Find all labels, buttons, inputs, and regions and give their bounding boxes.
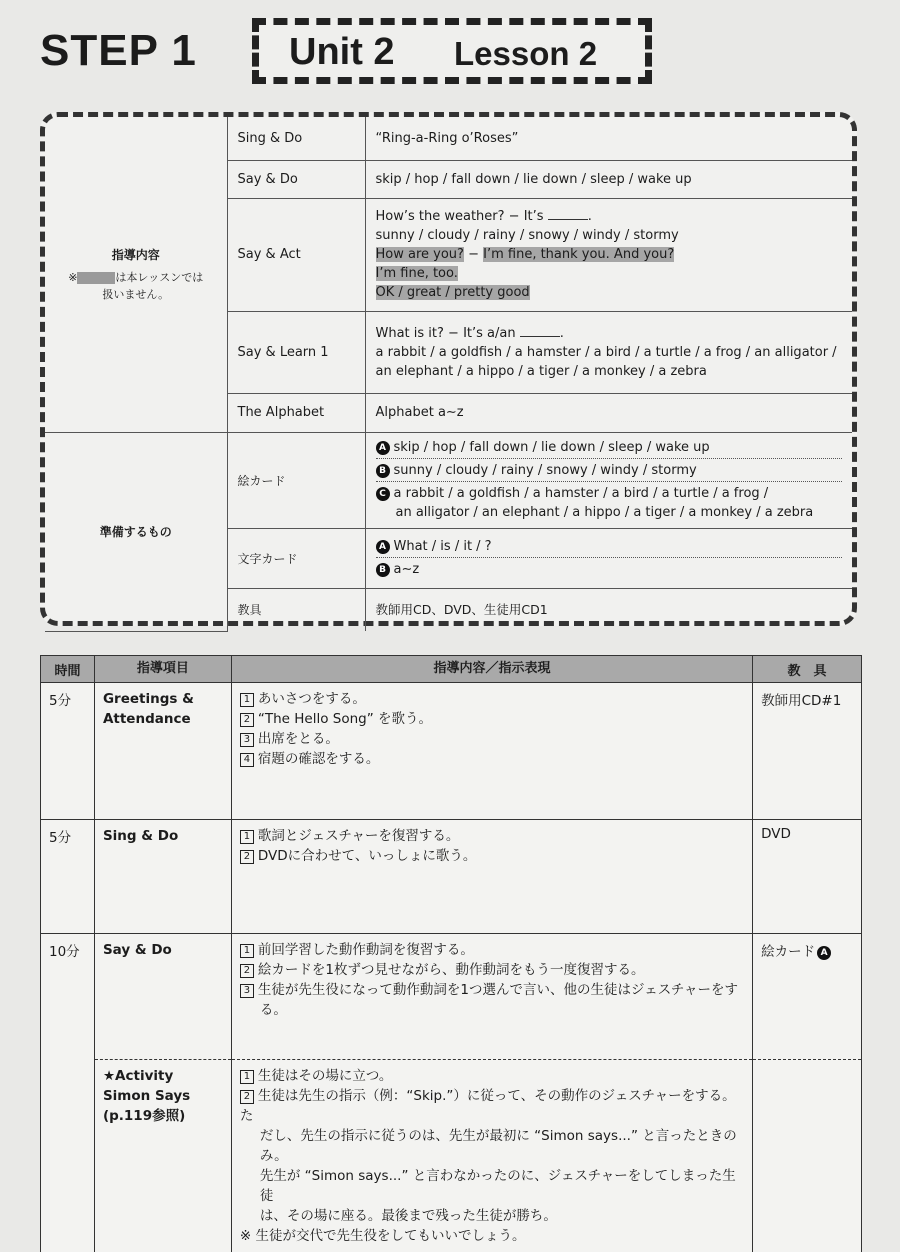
row-label: Sing & Do	[227, 117, 365, 160]
guidance-section	[45, 117, 227, 432]
answer-blank	[520, 325, 560, 337]
row-content: Alphabet a∼z	[365, 393, 852, 432]
item-cell: ★Activity Simon Says (p.119参照)	[94, 1060, 231, 1252]
table-row	[41, 934, 862, 1060]
marker-c-icon: C	[376, 487, 390, 501]
materials-title: 準備するもの	[55, 523, 217, 540]
highlight-swatch	[77, 272, 115, 284]
picture-cards-content: A skip / hop / fall down / lie down / sleep / wake up B sunny / cloudy / rainy / snowy / windy / stormy C a rabbit / a goldfish / a hamster / a bird / a turtle / a frog / an alligator / an elephant / a hippo / a tiger / a monkey / a zebra	[365, 432, 852, 528]
material-cell: 絵カード A	[753, 934, 862, 1060]
row-content: skip / hop / fall down / lie down / sleep / wake up	[365, 160, 852, 198]
lesson-label: Lesson 2	[454, 35, 597, 73]
table-row	[41, 683, 862, 820]
material-cell: DVD	[753, 820, 862, 934]
header-content: 指導内容／指示表現	[231, 656, 752, 683]
row-content: “Ring-a-Ring o’Roses”	[365, 117, 852, 160]
item-cell: Greetings & Attendance	[94, 683, 231, 820]
time-cell: 10分	[41, 934, 95, 1060]
marker-b-icon: B	[376, 464, 390, 478]
overview-table	[45, 117, 852, 632]
materials-section	[45, 432, 227, 631]
guidance-note: ※ は本レッスンでは 扱いません。	[55, 269, 217, 303]
marker-a-icon: A	[817, 946, 831, 960]
material-cell	[753, 1060, 862, 1252]
item-cell: Sing & Do	[94, 820, 231, 934]
answer-blank	[548, 208, 588, 220]
content-cell: 1 前回学習した動作動詞を復習する。 2 絵カードを1枚ずつ見せながら、動作動詞をもう一度復習する。 3 生徒が先生役になって動作動詞を1つ選んで言い、他の生徒はジェスチャーをす る。	[231, 934, 752, 1060]
guidance-title: 指導内容	[55, 246, 217, 263]
time-cell: 5分	[41, 820, 95, 934]
header-item: 指導項目	[94, 656, 231, 683]
header-materials: 教 具	[753, 656, 862, 683]
unit-label: Unit 2	[289, 31, 395, 74]
row-label: Say & Do	[227, 160, 365, 198]
letter-cards-content: A What / is / it / ? B a∼z	[365, 528, 852, 588]
item-cell: Say & Do	[94, 934, 231, 1060]
content-cell: 1 生徒はその場に立つ。 2 生徒は先生の指示（例：“Skip.”）に従って、その動作のジェスチャーをする。た だし、先生の指示に従うのは、先生が最初に “Simon says...” と言ったときのみ。 先生が “Simon says...” と言わなかったのに、ジェスチャーをしてしまった生徒 は、その場に座る。最後まで残った生徒が勝ち。 ※ 生徒が交代で先生役をしてもいいでしょう。	[231, 1060, 752, 1252]
time-cell	[41, 1060, 95, 1252]
unit-lesson-box	[252, 18, 652, 84]
row-content: 教師用CD、DVD、生徒用CD1	[365, 588, 852, 631]
table-row	[41, 820, 862, 934]
row-label: 教具	[227, 588, 365, 631]
row-label: Say & Learn 1	[227, 311, 365, 393]
say-act-content: How’s the weather? − It’s . sunny / cloudy / rainy / snowy / windy / stormy How are you? − I’m fine, thank you. And you? I’m fine, too. OK / great / pretty good	[365, 198, 852, 311]
marker-b-icon: B	[376, 563, 390, 577]
row-label: Say & Act	[227, 198, 365, 311]
material-cell: 教師用CD#1	[753, 683, 862, 820]
overview-box	[40, 112, 857, 626]
marker-a-icon: A	[376, 441, 390, 455]
header-time: 時間	[41, 656, 95, 683]
say-learn-content: What is it? − It’s a/an . a rabbit / a goldfish / a hamster / a bird / a turtle / a frog / an alligator / an elephant / a hippo / a tiger / a monkey / a zebra	[365, 311, 852, 393]
row-label: The Alphabet	[227, 393, 365, 432]
table-row	[41, 1060, 862, 1252]
step-title: STEP 1	[40, 26, 197, 76]
row-label: 絵カード	[227, 432, 365, 528]
lesson-plan-table	[40, 655, 862, 1252]
marker-a-icon: A	[376, 540, 390, 554]
time-cell: 5分	[41, 683, 95, 820]
row-label: 文字カード	[227, 528, 365, 588]
content-cell: 1 あいさつをする。 2 “The Hello Song” を歌う。 3 出席をとる。 4 宿題の確認をする。	[231, 683, 752, 820]
content-cell: 1 歌詞とジェスチャーを復習する。 2 DVDに合わせて、いっしょに歌う。	[231, 820, 752, 934]
